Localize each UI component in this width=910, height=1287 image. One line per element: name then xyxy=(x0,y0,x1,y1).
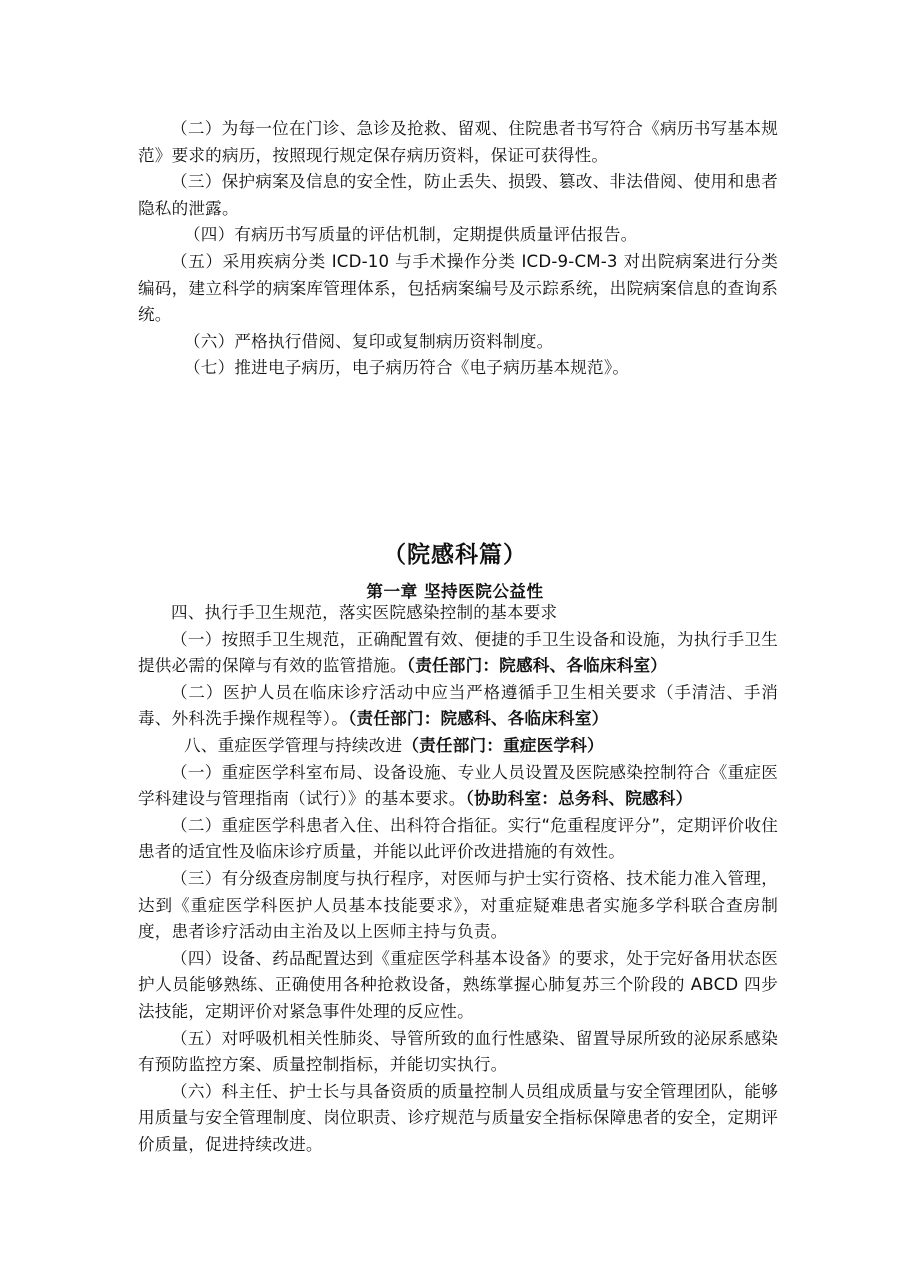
paragraph-item-4: （四）有病历书写质量的评估机制，定期提供质量评估报告。 xyxy=(184,225,638,245)
infection-control-section xyxy=(138,600,778,1158)
item-4-sub-1-text: （一）按照手卫生规范，正确配置有效、便捷的手卫生设备和设施，为执行手卫生提供必需的保障与有效的监管措施。 xyxy=(138,629,778,676)
responsibility-label: （责任部门：院感科、各临床科室） xyxy=(406,656,668,676)
chapter-title: 第一章 坚持医院公益性 xyxy=(366,582,544,601)
responsibility-label: （责任部门：院感科、各临床科室） xyxy=(348,709,609,729)
paragraph-item-2: （二）为每一位在门诊、急诊及抢救、留观、住院患者书写符合《病历书写基本规范》要求的病历，按照现行规定保存病历资料，保证可获得性。 xyxy=(138,119,778,165)
paragraph-item-6: （六）严格执行借阅、复印或复制病历资料制度。 xyxy=(184,331,554,351)
assist-label: （协助科室：总务科、院感科） xyxy=(465,789,693,809)
item-4-sub-1 xyxy=(138,627,778,680)
item-8-heading-text: 八、重症医学管理与持续改进 xyxy=(184,735,403,755)
paragraph-item-7: （七）推进电子病历，电子病历符合《电子病历基本规范》。 xyxy=(184,358,630,378)
paragraph-item-5: （五）采用疾病分类 ICD-10 与手术操作分类 ICD-9-CM-3 对出院病案进行分类编码，建立科学的病案库管理体系，包括病案编号及示踪系统，出院病案信息的查询系统。 xyxy=(138,251,778,325)
section-title: （院感科篇） xyxy=(383,542,527,568)
paragraph-item-3: （三）保护病案及信息的安全性，防止丢失、损毁、篡改、非法借阅、使用和患者隐私的泄露。 xyxy=(138,172,778,218)
item-4-heading: 四、执行手卫生规范，落实医院感染控制的基本要求 xyxy=(171,603,558,622)
item-8-sub-5: （五）对呼吸机相关性肺炎、导管所致的血行性感染、留置导尿所致的泌尿系感染有预防监控方案、质量控制指标，并能切实执行。 xyxy=(138,1028,778,1075)
item-4-sub-2-text: （二）医护人员在临床诊疗活动中应当严格遵循手卫生相关要求（手清洁、手消毒、外科洗手操作规程等）。 xyxy=(138,682,778,729)
item-8-sub-6: （六）科主任、护士长与具备资质的质量控制人员组成质量与安全管理团队，能够用质量与安全管理制度、岗位职责、诊疗规范与质量安全指标保障患者的安全，定期评价质量，促进持续改进。 xyxy=(138,1081,778,1154)
item-4-sub-2 xyxy=(138,680,778,733)
item-8-sub-1 xyxy=(138,760,778,813)
item-8-sub-1-text: （一）重症医学科室布局、设备设施、专业人员设置及医院感染控制符合《重症医学科建设与管理指南（试行）》的基本要求。 xyxy=(138,762,778,809)
item-8-sub-3: （三）有分级查房制度与执行程序，对医师与护士实行资格、技术能力准入管理，达到《重症医学科医护人员基本技能要求》，对重症疑难患者实施多学科联合查房制度，患者诊疗活动由主治及以上医师主持与负责。 xyxy=(138,868,778,942)
item-8-sub-4: （四）设备、药品配置达到《重症医学科基本设备》的要求，处于完好备用状态医护人员能够熟练、正确使用各种抢救设备，熟练掌握心肺复苏三个阶段的 ABCD 四步法技能，定期评价对紧急事件处理的反应性。 xyxy=(138,948,778,1021)
medical-records-section xyxy=(138,116,778,382)
item-8-sub-2: （二）重症医学科患者入住、出科符合指征。实行“危重程度评分”，定期评价收住患者的适宜性及临床诊疗质量，并能以此评价改进措施的有效性。 xyxy=(138,815,778,862)
item-8-heading xyxy=(138,733,778,760)
responsibility-label: （责任部门：重症医学科） xyxy=(402,735,604,755)
